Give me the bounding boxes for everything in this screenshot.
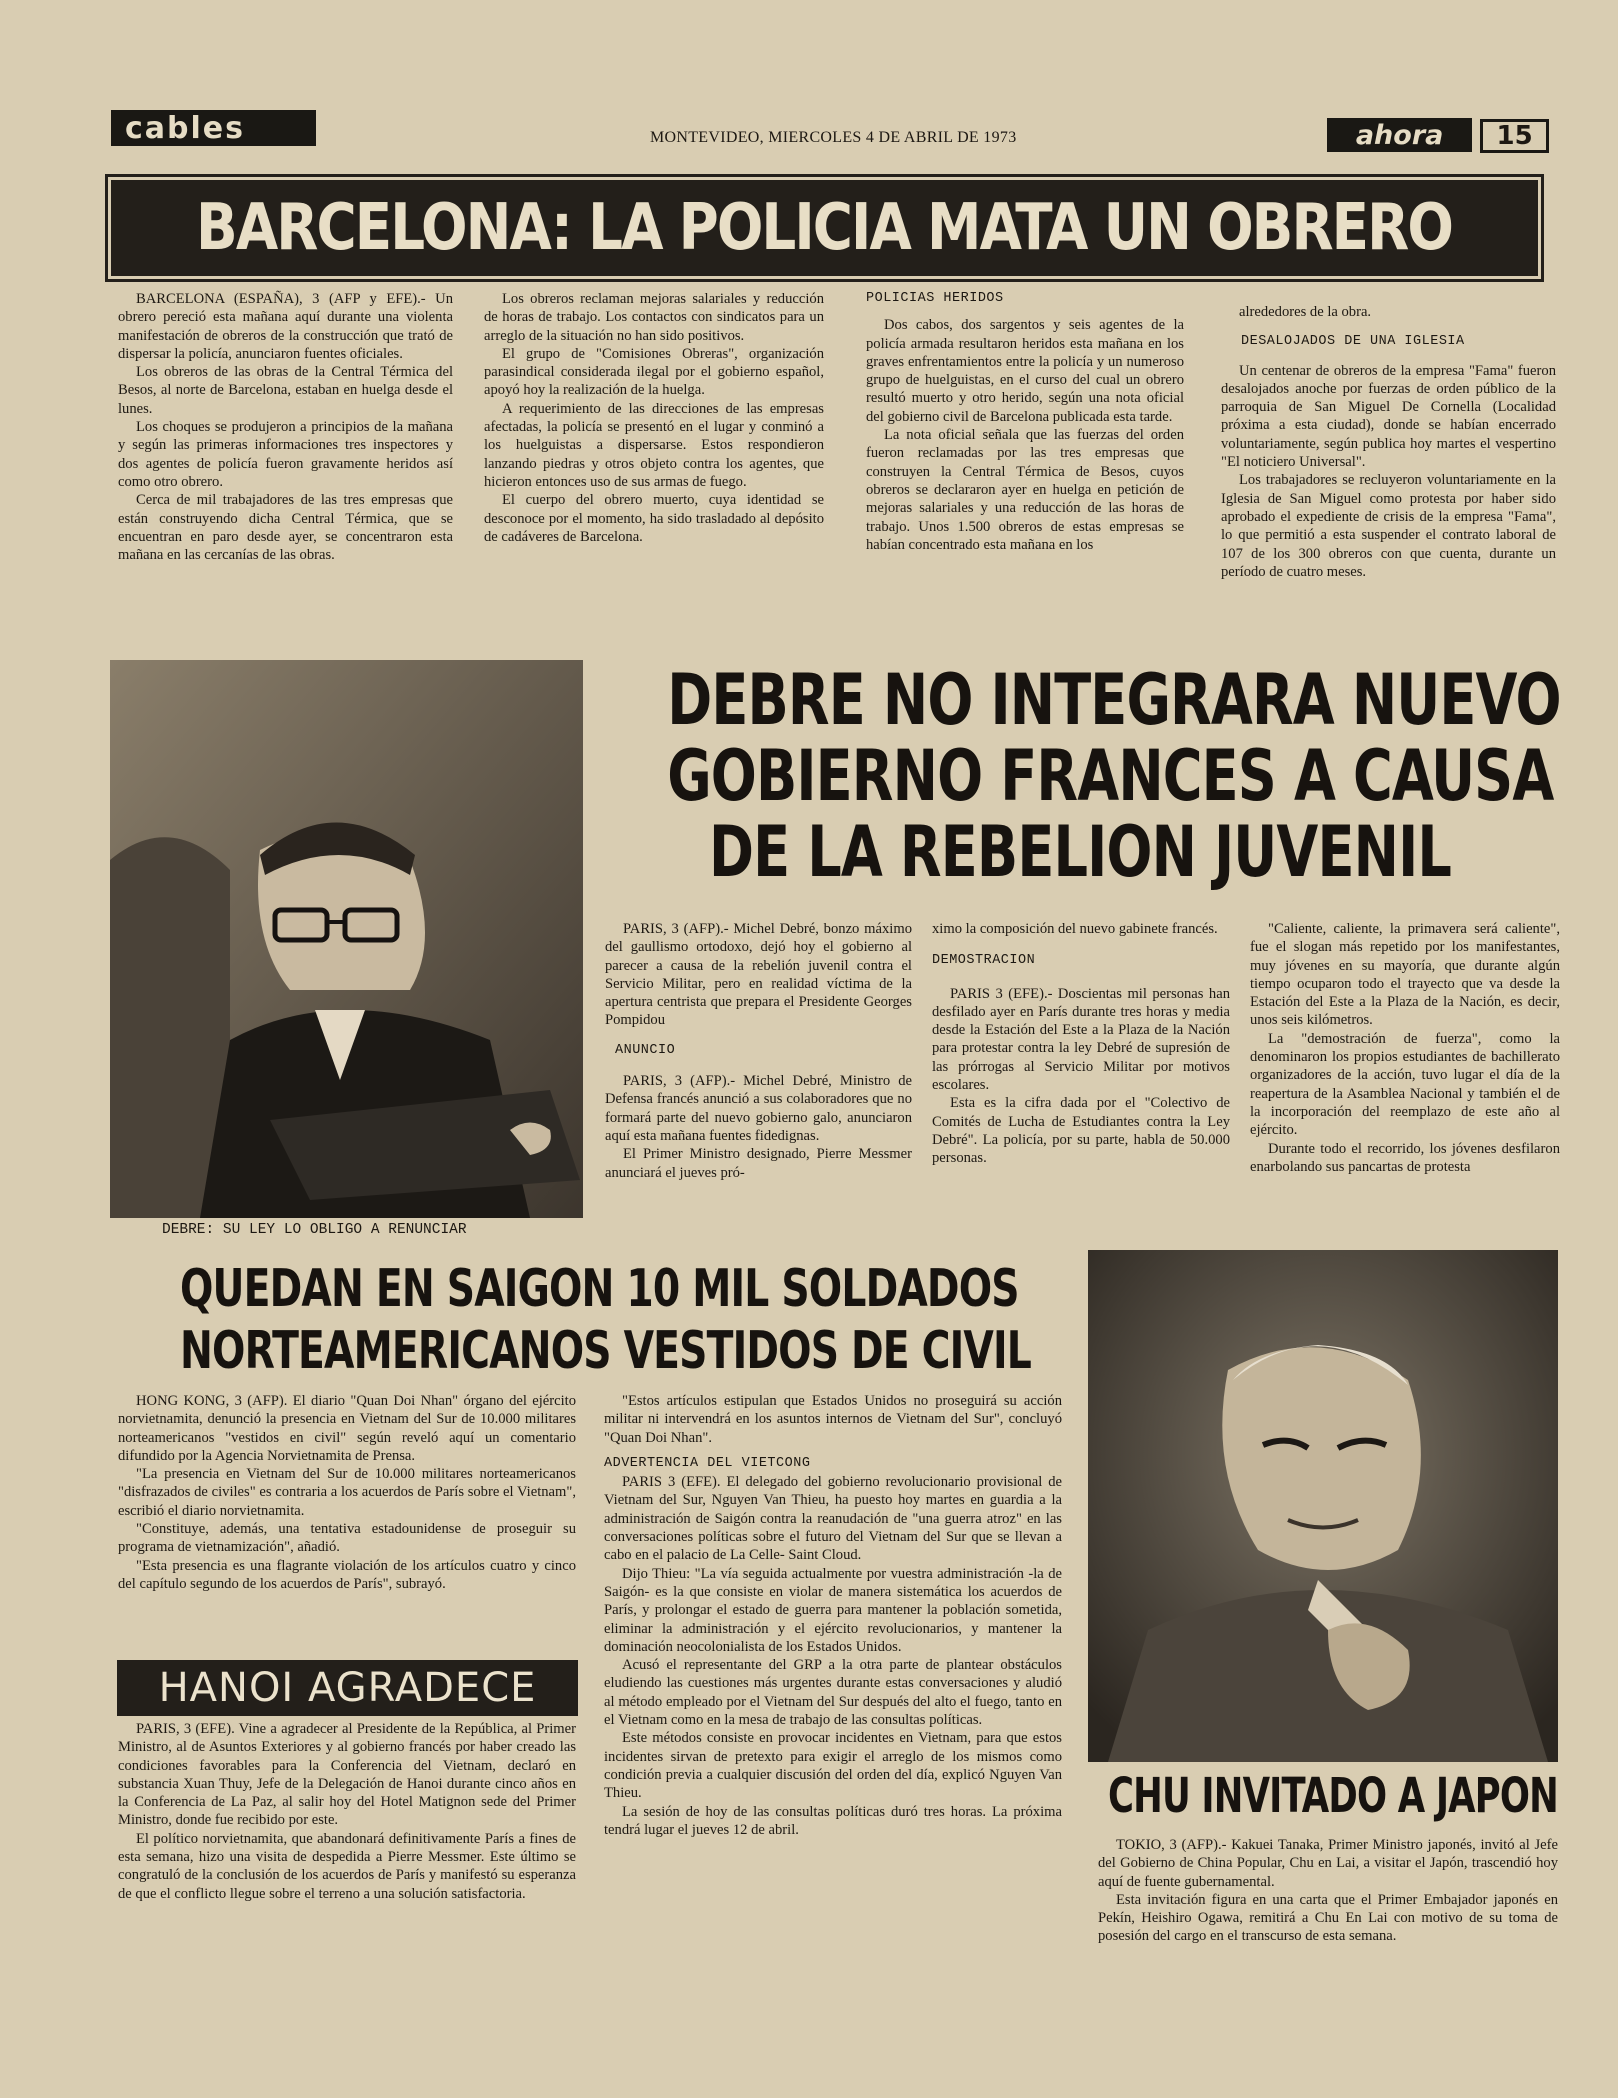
- brand-logo-text: ahora: [1355, 119, 1444, 151]
- article1-col2: [484, 290, 824, 546]
- section-label: [111, 110, 316, 146]
- page-number: [1480, 119, 1549, 153]
- headline-saigon: [180, 1258, 1031, 1382]
- portrait-illustration: [1088, 1250, 1558, 1762]
- paragraph: Cerca de mil trabajadores de las tres empresas que están construyendo dicha Central Térmica, que se encuentran en paro desde ayer, se concentraron esta mañana en las cercanías de las obras.: [118, 492, 453, 564]
- article1-col1: [118, 290, 453, 564]
- headline-saigon-line: QUEDAN EN SAIGON 10 MIL SOLDADOS: [180, 1259, 1019, 1319]
- headline-barcelona: BARCELONA: LA POLICIA MATA UN OBRERO: [196, 191, 1453, 265]
- headline-debre-line: GOBIERNO FRANCES A CAUSA: [667, 735, 1554, 817]
- paragraph: "Constituye, además, una tentativa estadounidense de proseguir su programa de vietnamización", añadió.: [118, 1521, 576, 1556]
- subhead-anuncio: ANUNCIO: [615, 1042, 676, 1058]
- paragraph: alrededores de la obra.: [1239, 304, 1372, 320]
- paragraph: PARIS, 3 (AFP).- Michel Debré, bonzo máximo del gaullismo ortodoxo, dejó hoy el gobierno al parecer a causa de la rebelión juvenil contra el Servicio Militar, pero en realidad víctima de la apertura centrista que prepara el Presidente Georges Pompidou: [605, 921, 912, 1029]
- article3-col2: [604, 1392, 1062, 1839]
- article2-col1: [605, 920, 912, 1182]
- paragraph: PARIS 3 (EFE).- Doscientas mil personas han desfilado ayer en París durante tres horas y media desde la Estación del Este a la Plaza de la Nación para protestar contra la ley Debré de supresión de las prórrogas al Servicio Militar por motivos escolares.: [932, 985, 1230, 1094]
- paragraph: HONG KONG, 3 (AFP). El diario "Quan Doi Nhan" órgano del ejército norvietnamita, denunció la presencia en Vietnam del Sur de 10.000 militares norteamericanos "vestidos en civil" según reveló aquí un comentario difundido por la Agencia Norvietnamita de Prensa.: [118, 1393, 576, 1464]
- page-number-text: 15: [1496, 121, 1533, 151]
- paragraph: "Caliente, caliente, la primavera será caliente", fue el slogan más repetido por los manifestantes, muy jóvenes en su mayoría, que durante algún tiempo ocuparon todo el trayecto que va desde la Estación del Este a la Plaza de la Nación, es decir, unos seis kilómetros.: [1250, 921, 1560, 1029]
- article2-col3: [1250, 920, 1560, 1176]
- headline-debre-line: DE LA REBELION JUVENIL: [708, 811, 1452, 893]
- article3-col1: [118, 1392, 576, 1593]
- headline-hanoi: HANOI AGRADECE: [158, 1665, 537, 1711]
- paragraph: A requerimiento de las direcciones de las empresas afectadas, la policía se presentó en el lugar y conminó a los huelguistas a dispersarse. Estos respondieron lanzando piedras y otros objeto contra los agentes, que hicieron entonces uso de sus armas de fuego.: [484, 400, 824, 490]
- headline-barcelona-box: [111, 180, 1538, 276]
- paragraph: Un centenar de obreros de la empresa "Fama" fueron desalojados anoche por fuerzas de orden público de la parroquia de San Miguel De Cornella (Localidad próxima a esta ciudad), donde se habían encerrado voluntariamente, según publica hoy martes el vespertino "El noticiero Universal".: [1221, 362, 1556, 471]
- paragraph: PARIS, 3 (AFP).- Michel Debré, Ministro de Defensa francés anunció a sus colaboradores que no formará parte del nuevo gobierno galo, anunciaron aquí esta mañana fuentes fidedignas.: [605, 1073, 912, 1144]
- subhead-desalojados: DESALOJADOS DE UNA IGLESIA: [1241, 334, 1465, 350]
- debre-photo: [110, 660, 583, 1218]
- paragraph: Acusó el representante del GRP a la otra parte de plantear obstáculos eludiendo las cuestiones más urgentes durante estas conversaciones y aludió al método empleado por el Vietnam del Sur después del alto el fuego, tanto en el Vietnam como en la mesa de trabajo de las consultas políticas.: [604, 1657, 1062, 1729]
- paragraph: "Estos artículos estipulan que Estados Unidos no proseguirá su acción militar ni intervendrá en los asuntos internos de Vietnam del Sur", concluyó "Quan Doi Nhan".: [604, 1393, 1062, 1446]
- chu-photo: [1088, 1250, 1558, 1762]
- paragraph: Los trabajadores se recluyeron voluntariamente en la Iglesia de San Miguel como protesta por haber sido aprobado el expediente de crisis de la empresa "Fama", lo que permitió a esta suspender el contrato laboral de 107 de los 300 obreros con que cuenta, durante un período de cuatro meses.: [1221, 472, 1556, 580]
- paragraph: La "demostración de fuerza", como la denominaron los propios estudiantes de bachillerato organizadores de la acción, tuvo lugar el día de la reapertura de la Asamblea Nacional y también el de la incorporación del reemplazo de este año al ejército.: [1250, 1030, 1560, 1139]
- portrait-illustration: [110, 660, 583, 1218]
- paragraph: "La presencia en Vietnam del Sur de 10.000 militares norteamericanos "disfrazados de civiles" es contraria a los acuerdos de París sobre el Vietnam", escribió el diario norvietnamita.: [118, 1466, 576, 1519]
- article2-col2: [932, 920, 1230, 1168]
- paragraph: La nota oficial señala que las fuerzas del orden fueron reclamadas por las tres empresas que construyen la Central Térmica de Besos, cuyos obreros se declararon ayer en huelga en petición de mejoras salariales y una reducción de las horas de trabajo. Unos 1.500 obreros de estas empresas se habían concentrado esta mañana en los: [866, 427, 1184, 553]
- subhead-demostracion: DEMOSTRACION: [932, 953, 1036, 969]
- paragraph: Esta es la cifra dada por el "Colectivo de Comités de Lucha de Estudiantes contra la Ley Debré". La policía, por su parte, habla de 50.000 personas.: [932, 1095, 1230, 1167]
- headline-debre: [600, 659, 1561, 893]
- paragraph: Dijo Thieu: "La vía seguida actualmente por vuestra administración -la de Saigón- es la que consiste en violar de manera sistemática los acuerdos de París, y prolongar el estado de guerra para mantener la población sometida, eliminar la administración y el ejército revolucionarios, y mantener la dominación neocolonialista de los Estados Unidos.: [604, 1565, 1062, 1655]
- dateline: MONTEVIDEO, MIERCOLES 4 DE ABRIL DE 1973: [650, 129, 1017, 146]
- masthead: [1327, 118, 1549, 152]
- paragraph: Dos cabos, dos sargentos y seis agentes de la policía armada resultaron heridos esta mañana en los graves enfrentamientos entre la policía y un numeroso grupo de huelguistas, en el curso del cual un obrero resultó muerto y otro herido, según una nota oficial del gobierno civil de Barcelona publicada esta tarde.: [866, 317, 1184, 425]
- paragraph: La sesión de hoy de las consultas políticas duró tres horas. La próxima tendrá lugar el jueves 12 de abril.: [604, 1803, 1062, 1838]
- headline-chu: CHU INVITADO A JAPON: [1108, 1768, 1558, 1824]
- paragraph: El cuerpo del obrero muerto, cuya identidad se desconoce por el momento, ha sido trasladado al depósito de cadáveres de Barcelona.: [484, 492, 824, 545]
- headline-hanoi-box: [117, 1660, 578, 1716]
- subhead-advertencia: ADVERTENCIA DEL VIETCONG: [604, 1455, 811, 1471]
- article5-body: [1098, 1836, 1558, 1946]
- paragraph: El grupo de "Comisiones Obreras", organización parasindical considerada ilegal por el gobierno español, apoyó hoy la realización de la huelga.: [484, 345, 824, 399]
- brand-logo: [1327, 118, 1472, 152]
- paragraph: Los choques se produjeron a principios de la mañana y según las primeras informaciones tres inspectores y dos agentes de policía fueron gravamente heridos así como otro obrero.: [118, 419, 453, 490]
- article1-col3: [866, 290, 1184, 554]
- paragraph: Este métodos consiste en provocar incidentes en Vietnam, para que estos incidentes sirvan de pretexto para exigir el arreglo de los mismos como condición previa a cualquier discusión del orden del día, explicó Nguyen Van Thieu.: [604, 1730, 1062, 1802]
- paragraph: BARCELONA (ESPAÑA), 3 (AFP y EFE).- Un obrero pereció esta mañana aquí durante una violenta manifestación de obreros de la construcción que trató de dispersar la policía, anunciaron fuentes oficiales.: [118, 291, 453, 362]
- paragraph: "Esta presencia es una flagrante violación de los artículos cuatro y cinco del capítulo segundo de los acuerdos de París", subrayó.: [118, 1557, 576, 1592]
- paragraph: Durante todo el recorrido, los jóvenes desfilaron enarbolando sus pancartas de protesta: [1250, 1140, 1560, 1175]
- paragraph: TOKIO, 3 (AFP).- Kakuei Tanaka, Primer Ministro japonés, invitó al Jefe del Gobierno de China Popular, Chu en Lai, a visitar el Japón, trascendió hoy aquí de fuente gubernamental.: [1098, 1837, 1558, 1890]
- article1-col4: [1221, 303, 1556, 581]
- paragraph: Los obreros reclaman mejoras salariales y reducción de horas de trabajo. Los contactos con sindicatos para un arreglo de la situación no han sido positivos.: [484, 291, 824, 344]
- paragraph: Los obreros de las obras de la Central Térmica del Besos, al norte de Barcelona, estaban en huelga desde el lunes.: [118, 364, 453, 417]
- paragraph: PARIS 3 (EFE). El delegado del gobierno revolucionario provisional de Vietnam del Sur, Nguyen Van Thieu, ha puesto hoy martes en guardia a la administración de Saigón contra la reanudación de "una guerra atroz" en las conversaciones políticas sobre el futuro del Vietnam del Sur que se llevan a cabo en el palacio de La Celle- Saint Cloud.: [604, 1474, 1062, 1564]
- headline-saigon-line: NORTEAMERICANOS VESTIDOS DE CIVIL: [180, 1321, 1031, 1381]
- paragraph: El político norvietnamita, que abandonará definitivamente París a fines de esta semana, hizo una visita de despedida a Pierre Messmer. Este último se congratuló de la conclusión de los acuerdos de París y manifestó su esperanza de que el conflicto llegue sobre el terreno a una solución satisfactoria.: [118, 1830, 576, 1902]
- headline-debre-line: DEBRE NO INTEGRARA NUEVO: [667, 659, 1561, 741]
- paragraph: PARIS, 3 (EFE). Vine a agradecer al Presidente de la República, al Primer Ministro, al de Asuntos Exteriores y al gobierno francés por haber creado las condiciones favorables para la Conferencia del Vietnam, declaró en substancia Xuan Thuy, Jefe de la Delegación de Hanoi durante cinco años en la Conferencia de La Paz, al salir hoy del Hotel Matignon sede del Primer Ministro, donde fue recibido por este.: [118, 1721, 576, 1829]
- paragraph: Esta invitación figura en una carta que el Primer Embajador japonés en Pekín, Heishiro Ogawa, remitirá a Chu En Lai con motivo de su toma de posesión del cargo en el transcurso de esta semana.: [1098, 1891, 1558, 1945]
- section-label-text: cables: [125, 110, 245, 146]
- debre-photo-caption: DEBRE: SU LEY LO OBLIGO A RENUNCIAR: [162, 1222, 467, 1238]
- paragraph: El Primer Ministro designado, Pierre Messmer anunciará el jueves pró-: [605, 1146, 912, 1181]
- subhead-policias-heridos: POLICIAS HERIDOS: [866, 291, 1004, 306]
- article4-body: [118, 1720, 576, 1903]
- paragraph: ximo la composición del nuevo gabinete francés.: [932, 921, 1218, 937]
